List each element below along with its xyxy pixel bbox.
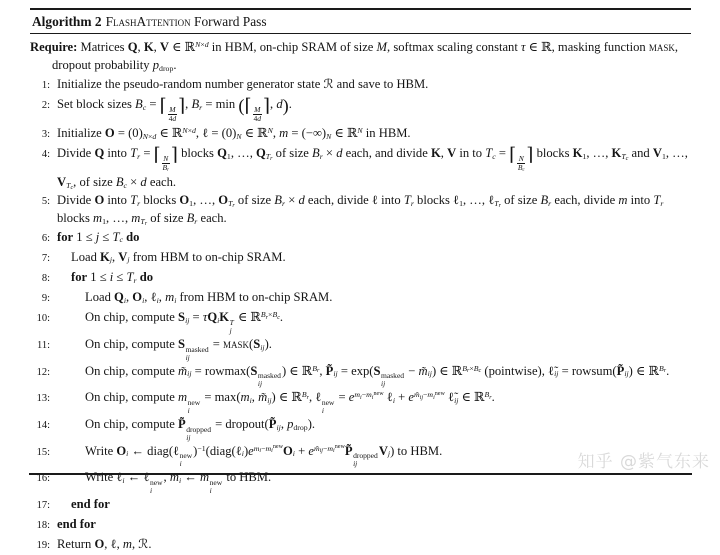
line-text: Initialize the pseudo-random number generator state ℛ and save to HBM. xyxy=(57,77,429,91)
line-number: 10: xyxy=(36,313,50,325)
line-text: Load $Q_i$, $O_i$, ℓ$_i$, $m_i$ from HBM to on-chip SRAM. xyxy=(85,290,333,305)
algorithm-subtitle: Forward Pass xyxy=(194,14,267,29)
algorithm-label: Algorithm 2 xyxy=(32,14,102,29)
line-number: 15: xyxy=(36,446,50,458)
algorithm-title xyxy=(30,10,691,33)
algo-line xyxy=(30,495,691,515)
line-text: Set block sizes $B_c$ = ⌈ $\frac{M}{4d}$ ⌉, $B_r = \min$ (⌈ $\frac{M}{4d}$ ⌉, d). xyxy=(57,95,292,124)
line-number: 9: xyxy=(41,293,50,305)
title-rule xyxy=(30,33,691,34)
algo-line xyxy=(30,75,691,95)
line-number: 2: xyxy=(41,100,50,112)
algo-line xyxy=(30,535,691,555)
line-number: 19: xyxy=(36,540,50,552)
line-text: Load $K_j$, $V_j$ from HBM to on-chip SRAM. xyxy=(71,249,286,265)
algo-line xyxy=(30,95,691,124)
line-text: for $1 \le j \le T_c$ do xyxy=(57,229,140,245)
algo-line xyxy=(30,268,691,288)
bottom-rule xyxy=(29,473,692,475)
line-number: 3: xyxy=(41,128,50,140)
algorithm-name: FlashAttention xyxy=(105,14,191,29)
algo-line xyxy=(30,248,691,268)
line-number: 4: xyxy=(41,149,50,161)
algo-line xyxy=(30,388,691,415)
require-text: Matrices Q, K, V ∈ ℝ$^{N\times d}$ in HBM, on-chip SRAM of size M, softmax scaling constant τ ∈ ℝ, masking function mask, dropout probability $p_{drop}$. xyxy=(52,40,679,73)
algo-line xyxy=(30,515,691,535)
line-text: Divide O into $T_r$ blocks $O_1$, …, $O_{T_r}$ of size $B_r \times d$ each, divide ℓ into $T_r$ blocks ℓ$_1$, …, ℓ$_{T_r}$ of size $B_r$ each, divide m into $T_r$ blocks $m_1$, …, $m_{T_r}$ of size $B_r$ each. xyxy=(57,193,664,228)
line-number: 5: xyxy=(41,196,50,208)
line-number: 11: xyxy=(36,340,50,351)
line-text: On chip, compute S masked ij = $mask(S_{ij})$. xyxy=(85,337,272,362)
require-label: Require: xyxy=(30,40,78,54)
algorithm-lines xyxy=(30,75,691,555)
line-number: 17: xyxy=(36,499,50,511)
algo-line xyxy=(30,228,691,248)
line-number: 16: xyxy=(36,473,50,485)
line-text: end for xyxy=(57,517,96,532)
line-text: On chip, compute $m̃_{ij} = rowmax(S$ masked ij ) ∈ ℝ$^{B_r}$, $P̃_{ij} = \exp(S$ masked ij − $m̃_{ij}$) ∈ ℝ$^{B_r\times B_c}$ (pointwise), $\ell̃_{ij}$ = $rowsum(P̃_{ij})$ ∈ ℝ$^{B_r}$. xyxy=(85,363,670,389)
line-number: 1: xyxy=(41,80,50,91)
algo-line xyxy=(30,335,691,362)
line-text: Write $O_i$ ← diag(ℓ new i )$^{-1}(diag(\ell_i)e^{m_i-m_i^{new}}O_i$ + $e^{m̃_{ij}-m_i^{new}}P̃$ dropped ij $V_j$) to HBM. xyxy=(85,443,443,469)
line-text: Divide Q into $T_r$ = ⌈ $\frac{N}{B_r}$ ⌉ blocks $Q_1$, …, $Q_{T_r}$ of size $B_r \times d$ each, and divide K, V in to $T_c$ = ⌈ $\frac{N}{B_c}$ ⌉ blocks $K_1$, …, $K_{T_c}$ and $V_1$, …, $V_{T_c}$, of size $B_c \times d$ each. xyxy=(57,144,688,191)
line-number: 14: xyxy=(36,419,50,431)
algo-line xyxy=(30,288,691,308)
watermark: 知乎 @紫气东来 xyxy=(577,452,710,472)
line-text: for $1 \le i \le T_r$ do xyxy=(71,269,153,285)
line-number: 18: xyxy=(36,520,50,532)
line-text: end for xyxy=(71,496,110,511)
algo-line xyxy=(30,308,691,335)
algo-line xyxy=(30,362,691,389)
line-text: Initialize $O = (0)_{N\times d}$ ∈ ℝ$^{N\times d}$, ℓ = $(0)_N$ ∈ ℝ$^N$, $m = (-\infty)_N$ ∈ ℝ$^N$ in HBM. xyxy=(57,125,411,141)
algo-line xyxy=(30,144,691,191)
line-text: On chip, compute $S_{ij} = \tau Q_iK$ T j ∈ ℝ$^{B_r\times B_c}$. xyxy=(85,310,284,336)
algo-line xyxy=(30,191,691,227)
line-number: 8: xyxy=(41,272,50,284)
algo-line xyxy=(30,124,691,144)
line-number: 7: xyxy=(41,252,50,264)
line-number: 12: xyxy=(36,366,50,378)
line-number: 13: xyxy=(36,393,50,405)
algo-line xyxy=(30,415,691,442)
require-block xyxy=(30,38,691,74)
line-number: 6: xyxy=(41,232,50,244)
line-text: On chip, compute P̃ dropped ij = $dropout(P̃_{ij}$, $p_{drop}$). xyxy=(85,416,316,442)
line-text: On chip, compute m new i = $\max(m_i$, $m̃_{ij}$) ∈ ℝ$^{B_r}$, ℓ new i = $e^{m_i-m_i^{new}}$ ℓ$_i$ + $e^{m̃_{ij}-m_i^{new}}$ $\ell̃_{ij}$ ∈ ℝ$^{B_r}$. xyxy=(85,390,495,415)
line-text: Write ℓ$_i$ ← ℓ new i , $m_i$ ← m new i to HBM. xyxy=(85,470,272,495)
line-text: Return O, ℓ, m, ℛ. xyxy=(57,537,152,552)
